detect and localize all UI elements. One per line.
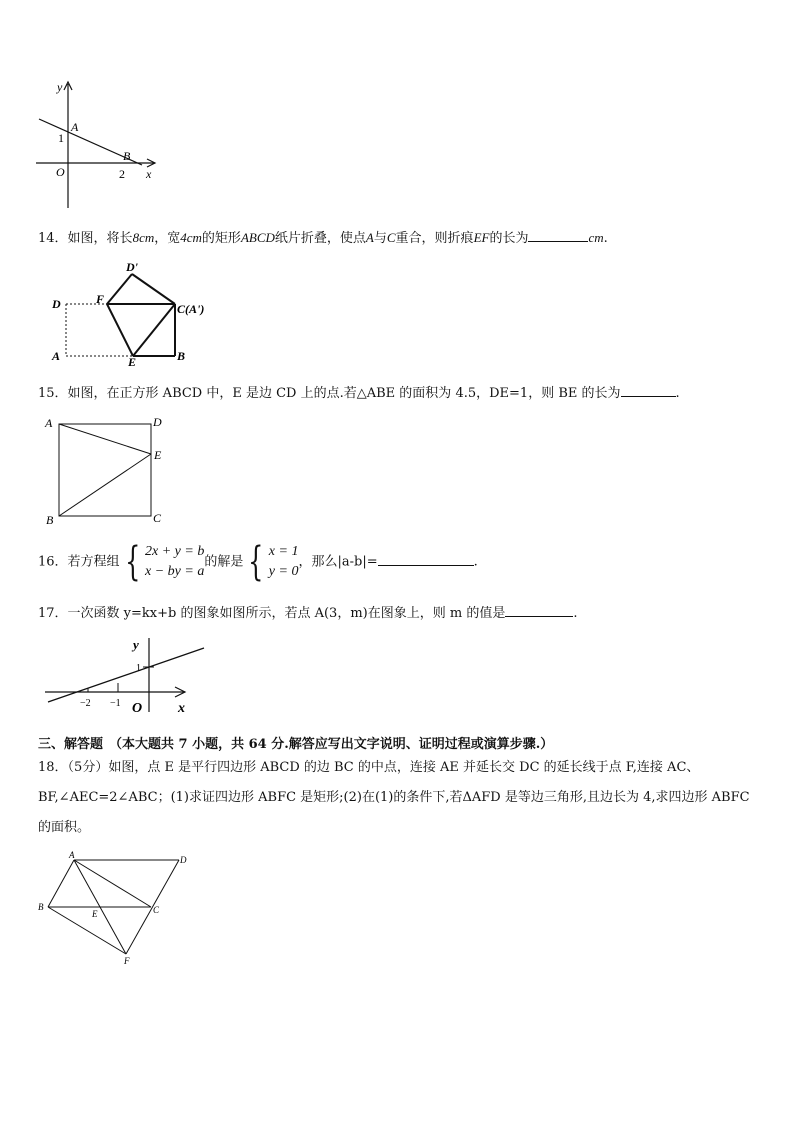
fig18-label-f: F — [124, 956, 130, 966]
q14-point-c: C — [386, 230, 396, 245]
q15-text: 15．如图，在正方形 ABCD 中，E 是边 CD 上的点.若△ABE 的面积为 4.5，DE=1，则 BE 的长为 — [38, 386, 621, 401]
q14-text: 重合，则折痕 — [395, 231, 474, 246]
q14-text: 与 — [373, 231, 387, 246]
fig17-label-m1: −1 — [110, 698, 121, 709]
q14-width: 4cm — [180, 230, 202, 245]
fig15-label-d: D — [153, 415, 162, 429]
question-16 — [38, 540, 478, 585]
q18-line-3: 的面积。 — [38, 820, 91, 835]
q16-prefix: 16．若方程组 — [38, 554, 120, 570]
fig13-label-one: 1 — [58, 131, 64, 145]
q17-answer-blank — [505, 604, 573, 617]
q16-solution-system: { x = 1 y = 0 — [248, 538, 299, 585]
fig15-label-e: E — [154, 448, 162, 462]
fig13-label-y: y — [57, 80, 63, 94]
q16-eq1: 2x + y = b — [145, 543, 205, 559]
q16-end: . — [473, 554, 478, 570]
q14-text: ，宽 — [154, 231, 181, 246]
q15-answer-blank — [621, 384, 676, 397]
q14-point-a: A — [365, 230, 374, 245]
q16-equation-system: { 2x + y = b x − by = a — [124, 538, 205, 585]
fig13-label-b: B — [123, 149, 131, 163]
q16-eq2: x − by = a — [145, 563, 205, 579]
q18-line-1: 18．（5分）如图，点 E 是平行四边形 ABCD 的边 BC 的中点，连接 AE 并延长交 DC 的延长线于点 F,连接 AC、 — [38, 760, 700, 775]
q14-length: 8cm — [132, 230, 155, 245]
q17-end: . — [573, 606, 578, 621]
fig17-label-x: x — [178, 701, 185, 716]
section-3-description: （本大题共 7 小题，共 64 分.解答应写出文字说明、证明过程或演算步骤.） — [109, 737, 554, 752]
fig14-label-a: A — [52, 349, 61, 363]
fig14-label-d: D — [52, 297, 61, 311]
q15-end: . — [675, 386, 680, 401]
q14-end: . — [603, 231, 608, 246]
q14-text: 的矩形 — [201, 231, 241, 246]
q16-sol2: y = 0 — [268, 563, 299, 579]
fig18-label-e: E — [92, 909, 98, 919]
q14-number: 14． — [38, 231, 68, 246]
figure-linear-graph-q17 — [40, 630, 210, 716]
fig15-label-b: B — [46, 513, 54, 527]
figure-folded-rectangle-q14 — [40, 258, 215, 366]
figure-parallelogram-q18 — [34, 848, 199, 966]
fig13-label-o: O — [56, 165, 65, 179]
q17-text: 17．一次函数 y=kx+b 的图象如图所示，若点 A(3，m)在图象上，则 m 的值是 — [38, 606, 506, 621]
q16-middle: 的解是 — [204, 554, 244, 570]
q14-crease: EF — [473, 230, 490, 245]
question-18 — [38, 759, 750, 849]
q16-post: ，那么|a-b|= — [298, 554, 378, 570]
fig14-label-c: C(A') — [177, 302, 205, 316]
fig13-label-two: 2 — [119, 167, 125, 181]
fig17-label-o: O — [132, 701, 143, 716]
fig18-label-d: D — [180, 855, 187, 865]
fig14-label-f: F — [96, 292, 105, 306]
q16-answer-blank — [378, 553, 474, 566]
figure-linear-graph-q13 — [30, 78, 165, 213]
fig17-label-one: 1 — [136, 663, 141, 674]
question-15 — [38, 384, 680, 403]
fig17-label-y: y — [133, 637, 139, 652]
fig13-label-x: x — [146, 167, 152, 181]
fig14-label-d-prime: D' — [126, 260, 138, 274]
fig18-label-b: B — [38, 902, 44, 912]
q14-text: 如图，将长 — [67, 231, 133, 246]
fig17-label-m2: −2 — [80, 698, 91, 709]
q16-sol1: x = 1 — [268, 543, 299, 559]
figure-square-q15 — [40, 412, 175, 528]
q14-text: 的长为 — [489, 231, 529, 246]
section-3-header — [38, 733, 553, 752]
q14-unit: cm — [588, 230, 604, 245]
fig15-label-a: A — [45, 416, 53, 430]
fig18-label-a: A — [69, 850, 75, 860]
q14-answer-blank — [528, 229, 588, 242]
fig14-label-b: B — [177, 349, 186, 363]
fig14-label-e: E — [128, 355, 137, 366]
question-14 — [38, 229, 608, 248]
fig18-label-c: C — [153, 905, 160, 915]
q14-rect-name: ABCD — [240, 230, 275, 245]
fig15-label-c: C — [153, 511, 162, 525]
section-3-title: 三、解答题 — [38, 737, 104, 752]
q14-text: 纸片折叠，使点 — [274, 231, 366, 246]
fig13-label-a: A — [71, 120, 79, 134]
question-17 — [38, 604, 577, 623]
q18-line-2: BF,∠AEC=2∠ABC；(1)求证四边形 ABFC 是矩形;(2)在(1)的条件下,若ΔAFD 是等边三角形,且边长为 4,求四边形 ABFC — [38, 790, 750, 805]
